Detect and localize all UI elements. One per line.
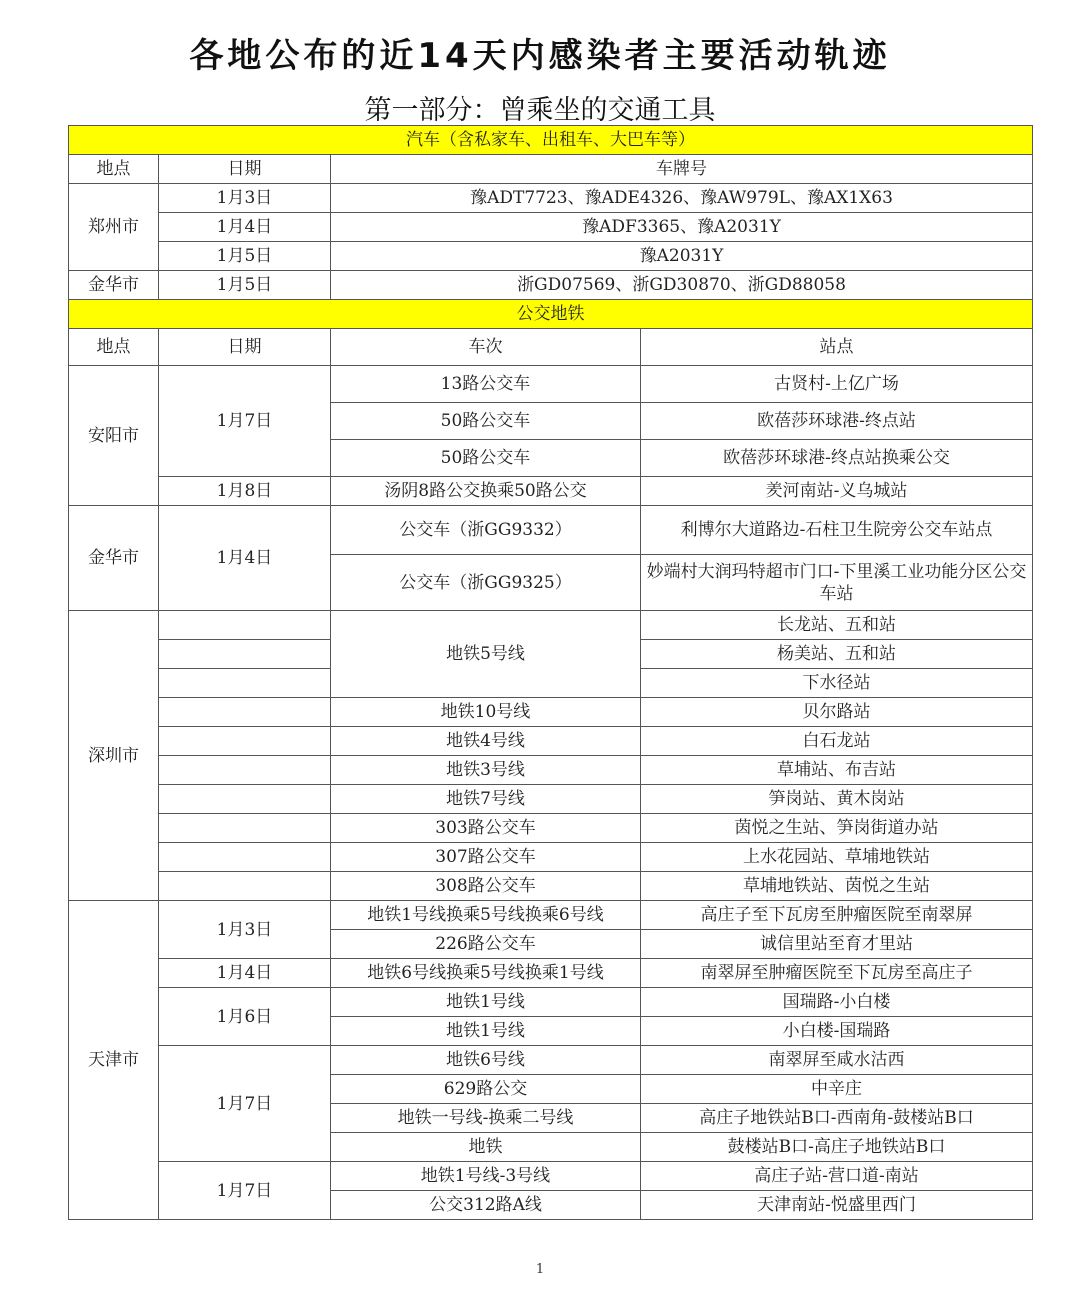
table-row	[69, 506, 1033, 555]
table-row	[69, 698, 1033, 727]
table-row	[69, 477, 1033, 506]
col-header-date: 日期	[159, 329, 331, 366]
date-cell: 1月7日	[159, 366, 331, 477]
date-cell: 1月3日	[159, 184, 331, 213]
table-row	[69, 213, 1033, 242]
date-cell-empty	[159, 814, 331, 843]
table-row	[69, 271, 1033, 300]
page-number: 1	[535, 1262, 545, 1277]
route-cell: 地铁1号线	[331, 988, 641, 1017]
stop-cell: 茵悦之生站、笋岗街道办站	[641, 814, 1033, 843]
table-row	[69, 959, 1033, 988]
table-row	[69, 756, 1033, 785]
route-cell: 地铁6号线换乘5号线换乘1号线	[331, 959, 641, 988]
col-header-place: 地点	[69, 155, 159, 184]
date-cell: 1月3日	[159, 901, 331, 959]
table-row	[69, 242, 1033, 271]
date-cell: 1月7日	[159, 1162, 331, 1220]
stop-cell: 南翠屏至咸水沽西	[641, 1046, 1033, 1075]
stop-cell: 小白楼-国瑞路	[641, 1017, 1033, 1046]
stop-cell: 下水径站	[641, 669, 1033, 698]
stop-cell: 利博尔大道路边-石柱卫生院旁公交车站点	[641, 506, 1033, 555]
col-header-plate: 车牌号	[331, 155, 1033, 184]
plate-cell: 豫ADF3365、豫A2031Y	[331, 213, 1033, 242]
stop-cell: 欧蓓莎环球港-终点站	[641, 403, 1033, 440]
route-cell: 地铁3号线	[331, 756, 641, 785]
route-cell: 地铁10号线	[331, 698, 641, 727]
table-row	[69, 843, 1033, 872]
table-row	[69, 727, 1033, 756]
table-row	[69, 785, 1033, 814]
place-cell: 天津市	[69, 901, 159, 1220]
date-cell-empty	[159, 727, 331, 756]
plate-cell: 豫A2031Y	[331, 242, 1033, 271]
bus-section-header: 公交地铁	[69, 300, 1033, 329]
stop-cell: 妙端村大润玛特超市门口-下里溪工业功能分区公交车站	[641, 555, 1033, 611]
stop-cell: 南翠屏至肿瘤医院至下瓦房至高庄子	[641, 959, 1033, 988]
stop-cell: 白石龙站	[641, 727, 1033, 756]
stop-cell: 高庄子至下瓦房至肿瘤医院至南翠屏	[641, 901, 1033, 930]
route-cell: 50路公交车	[331, 403, 641, 440]
route-cell: 汤阴8路公交换乘50路公交	[331, 477, 641, 506]
date-cell: 1月4日	[159, 506, 331, 611]
table-row	[69, 872, 1033, 901]
itinerary-table	[68, 125, 1033, 1220]
route-cell: 地铁1号线换乘5号线换乘6号线	[331, 901, 641, 930]
stop-cell: 高庄子地铁站B口-西南角-鼓楼站B口	[641, 1104, 1033, 1133]
route-cell: 307路公交车	[331, 843, 641, 872]
table-row	[69, 1162, 1033, 1191]
stop-cell: 古贤村-上亿广场	[641, 366, 1033, 403]
stop-cell: 欧蓓莎环球港-终点站换乘公交	[641, 440, 1033, 477]
date-cell-empty	[159, 756, 331, 785]
table-row	[69, 611, 1033, 640]
date-cell-empty	[159, 698, 331, 727]
date-cell: 1月6日	[159, 988, 331, 1046]
section-subtitle: 第一部分：曾乘坐的交通工具	[364, 95, 716, 126]
route-cell: 226路公交车	[331, 930, 641, 959]
route-cell: 629路公交	[331, 1075, 641, 1104]
route-cell: 公交车（浙GG9332）	[331, 506, 641, 555]
route-cell: 地铁	[331, 1133, 641, 1162]
car-section-header-row	[69, 126, 1033, 155]
col-header-stop: 站点	[641, 329, 1033, 366]
route-cell: 地铁1号线-3号线	[331, 1162, 641, 1191]
table-row	[69, 988, 1033, 1017]
plate-cell: 豫ADT7723、豫ADE4326、豫AW979L、豫AX1X63	[331, 184, 1033, 213]
stop-cell: 草埔站、布吉站	[641, 756, 1033, 785]
route-cell: 地铁1号线	[331, 1017, 641, 1046]
place-cell: 金华市	[69, 506, 159, 611]
stop-cell: 诚信里站至育才里站	[641, 930, 1033, 959]
route-cell: 303路公交车	[331, 814, 641, 843]
stop-cell: 天津南站-悦盛里西门	[641, 1191, 1033, 1220]
stop-cell: 上水花园站、草埔地铁站	[641, 843, 1033, 872]
route-cell: 公交312路A线	[331, 1191, 641, 1220]
date-cell: 1月7日	[159, 1046, 331, 1162]
table-row	[69, 814, 1033, 843]
stop-cell: 杨美站、五和站	[641, 640, 1033, 669]
date-cell-empty	[159, 872, 331, 901]
route-cell: 地铁4号线	[331, 727, 641, 756]
date-cell: 1月4日	[159, 959, 331, 988]
route-cell: 308路公交车	[331, 872, 641, 901]
col-header-date: 日期	[159, 155, 331, 184]
page-title: 各地公布的近14天内感染者主要活动轨迹	[189, 36, 891, 76]
car-column-header-row	[69, 155, 1033, 184]
date-cell: 1月5日	[159, 242, 331, 271]
stop-cell: 国瑞路-小白楼	[641, 988, 1033, 1017]
stop-cell: 羑河南站-义乌城站	[641, 477, 1033, 506]
bus-column-header-row	[69, 329, 1033, 366]
date-cell: 1月5日	[159, 271, 331, 300]
stop-cell: 草埔地铁站、茵悦之生站	[641, 872, 1033, 901]
table-row	[69, 901, 1033, 930]
date-cell-empty	[159, 640, 331, 669]
table-row	[69, 184, 1033, 213]
stop-cell: 笋岗站、黄木岗站	[641, 785, 1033, 814]
table-row	[69, 366, 1033, 403]
route-cell: 公交车（浙GG9325）	[331, 555, 641, 611]
date-cell: 1月8日	[159, 477, 331, 506]
route-cell: 地铁一号线-换乘二号线	[331, 1104, 641, 1133]
date-cell-empty	[159, 611, 331, 640]
date-cell-empty	[159, 843, 331, 872]
route-cell: 13路公交车	[331, 366, 641, 403]
stop-cell: 高庄子站-营口道-南站	[641, 1162, 1033, 1191]
col-header-route: 车次	[331, 329, 641, 366]
route-cell: 地铁7号线	[331, 785, 641, 814]
bus-section-header-row	[69, 300, 1033, 329]
date-cell-empty	[159, 669, 331, 698]
plate-cell: 浙GD07569、浙GD30870、浙GD88058	[331, 271, 1033, 300]
place-cell: 金华市	[69, 271, 159, 300]
place-cell: 深圳市	[69, 611, 159, 901]
col-header-place: 地点	[69, 329, 159, 366]
stop-cell: 鼓楼站B口-高庄子地铁站B口	[641, 1133, 1033, 1162]
car-section-header: 汽车（含私家车、出租车、大巴车等）	[69, 126, 1033, 155]
stop-cell: 长龙站、五和站	[641, 611, 1033, 640]
date-cell: 1月4日	[159, 213, 331, 242]
route-cell: 地铁5号线	[331, 611, 641, 698]
route-cell: 地铁6号线	[331, 1046, 641, 1075]
table-row	[69, 1046, 1033, 1075]
stop-cell: 中辛庄	[641, 1075, 1033, 1104]
date-cell-empty	[159, 785, 331, 814]
place-cell: 郑州市	[69, 184, 159, 271]
route-cell: 50路公交车	[331, 440, 641, 477]
stop-cell: 贝尔路站	[641, 698, 1033, 727]
place-cell: 安阳市	[69, 366, 159, 506]
